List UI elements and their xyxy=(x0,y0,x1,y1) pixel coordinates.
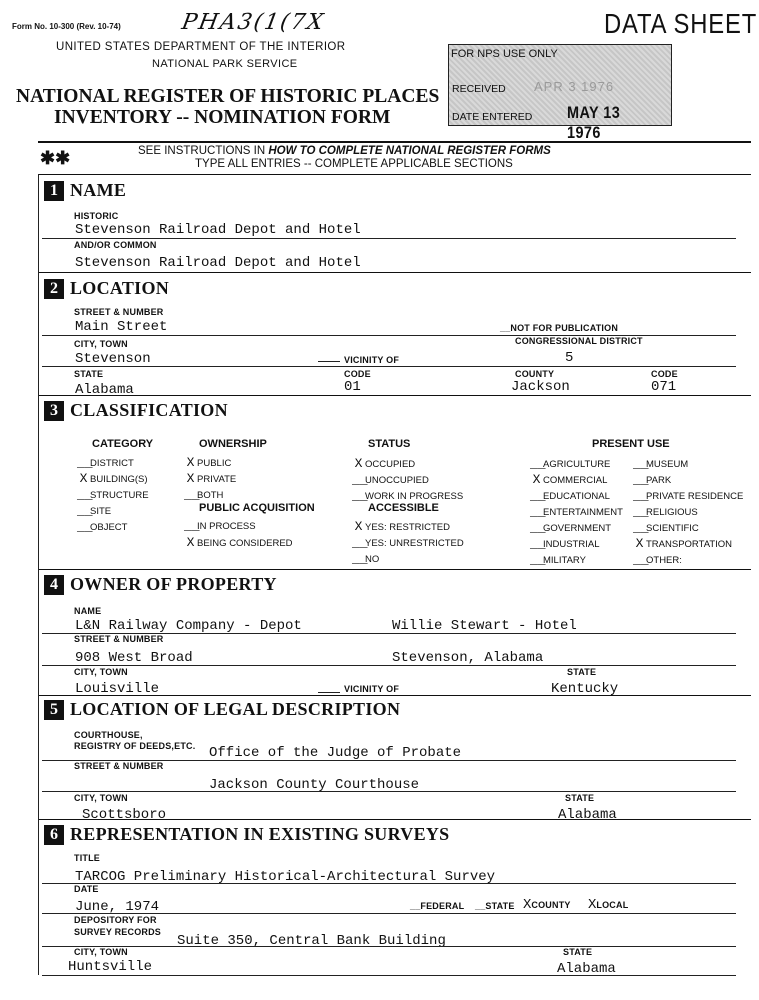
option-mark: __ xyxy=(633,552,649,567)
rule-top xyxy=(38,141,751,143)
option-label: MILITARY xyxy=(543,555,586,566)
owner-street-hotel: Stevenson, Alabama xyxy=(392,650,544,666)
federal-option[interactable]: __FEDERAL xyxy=(410,901,465,911)
status-option[interactable] xyxy=(352,456,415,471)
rule-historic xyxy=(42,238,736,239)
status-option[interactable] xyxy=(352,488,463,503)
category-option[interactable] xyxy=(77,455,134,470)
ownership-option[interactable] xyxy=(184,455,231,470)
street-label: STREET & NUMBER xyxy=(74,307,164,317)
legal-city-label: CITY, TOWN xyxy=(74,793,128,803)
option-label: PRIVATE xyxy=(197,474,237,485)
option-label: OTHER: xyxy=(646,555,682,566)
survey-title-label: TITLE xyxy=(74,853,100,863)
present-use-option[interactable] xyxy=(530,456,610,471)
ownership-heading: OWNERSHIP xyxy=(199,438,267,450)
county-option[interactable] xyxy=(523,895,571,913)
legal-state-label: STATE xyxy=(565,793,595,803)
acquisition-heading: PUBLIC ACQUISITION xyxy=(199,502,315,514)
option-label: OBJECT xyxy=(90,522,128,533)
option-label: SITE xyxy=(90,506,112,517)
received-stamp: APR 3 1976 xyxy=(534,79,615,94)
courthouse-label: COURTHOUSE, xyxy=(74,730,143,740)
rule-survey-date xyxy=(42,913,736,914)
option-mark: __ xyxy=(530,552,546,567)
option-mark: __ xyxy=(77,519,93,534)
option-label: TRANSPORTATION xyxy=(646,539,733,550)
present-use-option[interactable] xyxy=(530,552,586,567)
option-mark: X xyxy=(186,455,195,470)
accessible-option[interactable] xyxy=(352,519,450,534)
section-3-number: 3 xyxy=(44,401,64,421)
category-option[interactable] xyxy=(77,487,149,502)
registry-label: REGISTRY OF DEEDS,ETC. xyxy=(74,741,196,751)
owner-street-label: STREET & NUMBER xyxy=(74,634,164,644)
state-value: Alabama xyxy=(75,382,134,398)
section-1-number: 1 xyxy=(44,181,64,201)
vicinity-blank xyxy=(318,361,340,362)
option-mark: __ xyxy=(633,472,649,487)
category-heading: CATEGORY xyxy=(92,438,154,450)
survey-date-label: DATE xyxy=(74,884,99,894)
section-2-title: LOCATION xyxy=(70,278,170,298)
department-name: UNITED STATES DEPARTMENT OF THE INTERIOR xyxy=(56,41,346,53)
option-label: DISTRICT xyxy=(90,458,134,469)
owner-state: Kentucky xyxy=(551,681,619,697)
option-label: PARK xyxy=(646,475,672,486)
option-label: AGRICULTURE xyxy=(543,459,611,470)
historic-name: Stevenson Railroad Depot and Hotel xyxy=(75,222,361,238)
present-use-option[interactable] xyxy=(633,552,682,567)
rule-legal-street xyxy=(42,791,736,792)
present-use-option[interactable] xyxy=(530,536,599,551)
instructions-line-2: TYPE ALL ENTRIES -- COMPLETE APPLICABLE SECTIONS xyxy=(195,158,513,170)
section-6-number: 6 xyxy=(44,825,64,845)
rule-instructions xyxy=(38,174,751,175)
county-label: COUNTY xyxy=(515,369,555,379)
option-mark: __ xyxy=(633,520,649,535)
option-label: YES: RESTRICTED xyxy=(365,522,450,533)
survey-state: Alabama xyxy=(557,961,616,977)
option-mark: __ xyxy=(352,535,368,550)
state-code-value: 01 xyxy=(344,379,361,395)
section-1-title: NAME xyxy=(70,180,127,200)
accessible-option[interactable] xyxy=(352,551,379,566)
corner-mark: ✱✱ xyxy=(40,148,71,168)
rule-survey-title xyxy=(42,883,736,884)
common-name: Stevenson Railroad Depot and Hotel xyxy=(75,255,361,271)
option-mark: __ xyxy=(77,503,93,518)
section-3-title: CLASSIFICATION xyxy=(70,400,228,420)
accessible-option[interactable] xyxy=(352,535,464,550)
present-use-option[interactable] xyxy=(633,456,688,471)
option-mark: X xyxy=(354,456,363,471)
accessible-heading: ACCESSIBLE xyxy=(368,502,439,514)
present-use-option[interactable] xyxy=(633,536,732,551)
present-use-heading: PRESENT USE xyxy=(592,438,670,450)
option-label: IN PROCESS xyxy=(197,521,256,532)
depository-label-2: SURVEY RECORDS xyxy=(74,927,161,937)
option-mark: __ xyxy=(77,487,93,502)
option-label: PRIVATE RESIDENCE xyxy=(646,491,744,502)
form-number: Form No. 10-300 (Rev. 10-74) xyxy=(12,22,121,31)
option-mark: __ xyxy=(184,518,200,533)
city-value: Stevenson xyxy=(75,351,151,367)
owner-vicinity-label: VICINITY OF xyxy=(344,684,400,694)
option-label: GOVERNMENT xyxy=(543,523,612,534)
rule-section-3 xyxy=(38,569,751,570)
local-option-label: LOCAL xyxy=(596,900,629,910)
county-mark: X xyxy=(523,897,532,913)
owner-city-label: CITY, TOWN xyxy=(74,667,128,677)
option-label: COMMERCIAL xyxy=(543,475,608,486)
category-option[interactable] xyxy=(77,471,148,486)
state-code-label: CODE xyxy=(344,369,371,379)
historic-label: HISTORIC xyxy=(74,211,119,221)
county-code-value: 071 xyxy=(651,379,677,395)
option-mark: __ xyxy=(530,456,546,471)
option-mark: __ xyxy=(530,520,546,535)
section-6-title: REPRESENTATION IN EXISTING SURVEYS xyxy=(70,824,450,844)
county-option-label: COUNTY xyxy=(531,900,571,910)
survey-state-label: STATE xyxy=(563,947,593,957)
section-4-number: 4 xyxy=(44,575,64,595)
left-border xyxy=(38,174,39,975)
option-label: UNOCCUPIED xyxy=(365,475,429,486)
street-value: Main Street xyxy=(75,319,168,335)
option-label: ENTERTAINMENT xyxy=(543,507,623,518)
owner-vicinity-blank xyxy=(318,692,340,693)
common-label: AND/OR COMMON xyxy=(74,240,157,250)
local-option[interactable] xyxy=(588,895,628,913)
vicinity-label: VICINITY OF xyxy=(344,355,400,365)
owner-name-label: NAME xyxy=(74,606,102,616)
option-label: STRUCTURE xyxy=(90,490,149,501)
legal-state: Alabama xyxy=(558,807,617,823)
section-5-number: 5 xyxy=(44,700,64,720)
rule-owner-street xyxy=(42,665,736,666)
nps-use-box xyxy=(448,44,672,142)
option-mark: __ xyxy=(352,472,368,487)
form-title-2: INVENTORY -- NOMINATION FORM xyxy=(54,107,391,128)
legal-city: Scottsboro xyxy=(82,807,167,823)
owner-state-label: STATE xyxy=(567,667,597,677)
local-mark: X xyxy=(588,897,597,913)
option-mark: __ xyxy=(352,488,368,503)
status-option[interactable] xyxy=(352,472,429,487)
section-4-title: OWNER OF PROPERTY xyxy=(70,574,277,594)
owner-name-depot: L&N Railway Company - Depot xyxy=(75,618,302,634)
form-title-1: NATIONAL REGISTER OF HISTORIC PLACES xyxy=(16,86,440,107)
ownership-option[interactable] xyxy=(184,471,236,486)
survey-city-label: CITY, TOWN xyxy=(74,947,128,957)
nps-box-title: FOR NPS USE ONLY xyxy=(451,48,558,60)
option-label: EDUCATIONAL xyxy=(543,491,610,502)
option-mark: X xyxy=(635,536,644,551)
option-mark: __ xyxy=(352,551,368,566)
county-value: Jackson xyxy=(511,379,570,395)
rule-section-1 xyxy=(38,272,751,273)
owner-name-hotel: Willie Stewart - Hotel xyxy=(392,618,577,634)
option-label: INDUSTRIAL xyxy=(543,539,600,550)
option-mark: __ xyxy=(184,487,200,502)
present-use-option[interactable] xyxy=(530,488,610,503)
option-label: PUBLIC xyxy=(197,458,232,469)
present-use-option[interactable] xyxy=(633,472,671,487)
survey-city: Huntsville xyxy=(68,959,153,975)
instructions-prefix: SEE INSTRUCTIONS IN xyxy=(138,145,269,157)
present-use-option[interactable] xyxy=(530,520,611,535)
instructions-italic: HOW TO COMPLETE NATIONAL REGISTER FORMS xyxy=(268,145,551,157)
option-label: RELIGIOUS xyxy=(646,507,698,518)
service-name: NATIONAL PARK SERVICE xyxy=(152,58,298,70)
option-mark: X xyxy=(186,471,195,486)
county-code-label: CODE xyxy=(651,369,678,379)
district-value: 5 xyxy=(565,350,574,366)
category-option[interactable] xyxy=(77,503,111,518)
option-label: WORK IN PROGRESS xyxy=(365,491,464,502)
registry-value: Office of the Judge of Probate xyxy=(209,745,462,761)
state-label: STATE xyxy=(74,369,104,379)
legal-street-value: Jackson County Courthouse xyxy=(209,777,420,793)
rule-section-2 xyxy=(38,395,751,396)
not-for-publication: __NOT FOR PUBLICATION xyxy=(500,323,619,333)
rule-section-5 xyxy=(38,819,751,820)
date-entered-stamp: MAY 13 1976 xyxy=(567,103,621,142)
instructions-line-1 xyxy=(138,145,551,157)
option-label: BEING CONSIDERED xyxy=(197,538,293,549)
rule-bottom xyxy=(42,975,736,976)
category-option[interactable] xyxy=(77,519,127,534)
rule-depository xyxy=(42,946,736,947)
option-mark: X xyxy=(532,472,541,487)
present-use-option[interactable] xyxy=(530,504,623,519)
option-mark: __ xyxy=(530,536,546,551)
legal-street-label: STREET & NUMBER xyxy=(74,761,164,771)
rule-city xyxy=(42,366,736,367)
data-sheet-label: DATA SHEET xyxy=(604,8,758,39)
owner-city: Louisville xyxy=(75,681,160,697)
present-use-option[interactable] xyxy=(633,520,699,535)
option-mark: __ xyxy=(633,456,649,471)
depository-value: Suite 350, Central Bank Building xyxy=(177,933,446,949)
option-mark: __ xyxy=(77,455,93,470)
acquisition-option[interactable] xyxy=(184,518,256,533)
owner-street-depot: 908 West Broad xyxy=(75,650,193,666)
option-label: BOTH xyxy=(197,490,224,501)
option-label: NO xyxy=(365,554,380,565)
option-label: SCIENTIFIC xyxy=(646,523,699,534)
state-option[interactable]: __STATE xyxy=(475,901,515,911)
acquisition-option[interactable] xyxy=(184,535,293,550)
ownership-option[interactable] xyxy=(184,487,223,502)
handwritten-id: PHA3(1(7X xyxy=(179,10,327,35)
option-label: OCCUPIED xyxy=(365,459,416,470)
present-use-option[interactable] xyxy=(530,472,607,487)
option-label: YES: UNRESTRICTED xyxy=(365,538,464,549)
received-label: RECEIVED xyxy=(452,83,506,95)
survey-title: TARCOG Preliminary Historical-Architectural Survey xyxy=(75,869,496,885)
rule-section-4 xyxy=(38,695,751,696)
depository-label-1: DEPOSITORY FOR xyxy=(74,915,157,925)
date-entered-label: DATE ENTERED xyxy=(452,111,533,123)
present-use-option[interactable] xyxy=(633,504,698,519)
congressional-label: CONGRESSIONAL DISTRICT xyxy=(515,336,643,346)
section-5-title: LOCATION OF LEGAL DESCRIPTION xyxy=(70,699,401,719)
status-heading: STATUS xyxy=(368,438,411,450)
option-label: BUILDING(S) xyxy=(90,474,148,485)
option-mark: X xyxy=(186,535,195,550)
option-mark: X xyxy=(79,471,88,486)
option-mark: __ xyxy=(633,488,649,503)
option-mark: X xyxy=(354,519,363,534)
option-label: MUSEUM xyxy=(646,459,689,470)
city-label: CITY, TOWN xyxy=(74,339,128,349)
option-mark: __ xyxy=(530,504,546,519)
present-use-option[interactable] xyxy=(633,488,743,503)
option-mark: __ xyxy=(633,504,649,519)
survey-date: June, 1974 xyxy=(75,899,160,915)
section-2-number: 2 xyxy=(44,279,64,299)
option-mark: __ xyxy=(530,488,546,503)
